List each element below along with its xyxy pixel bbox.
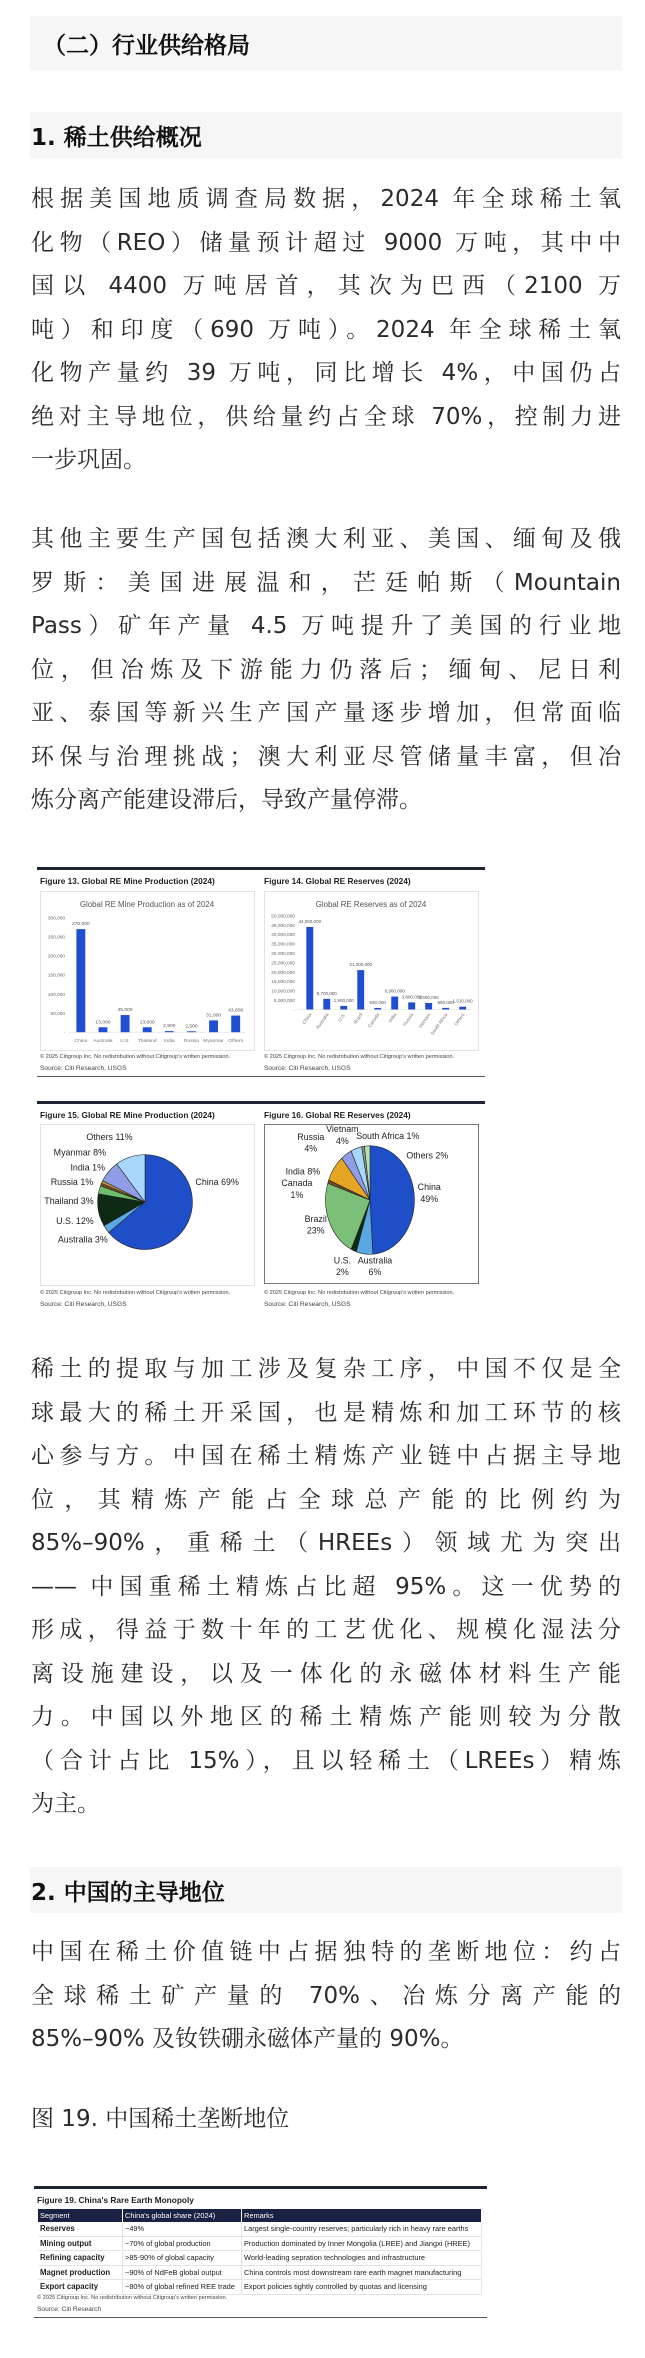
y-tick-label: 200,000 <box>47 954 66 960</box>
slice-label-name: Russia <box>50 1177 78 1188</box>
slice-label <box>70 1162 105 1172</box>
y-tick-label: 100,000 <box>47 992 66 998</box>
bar-chart-mine-production <box>40 891 255 1051</box>
y-tick-label: 15,000,000 <box>271 980 295 986</box>
slice-label <box>305 1214 327 1236</box>
bar-china <box>76 929 85 1032</box>
paragraph-line: 其他主要生产国包括澳大利亚、美国、缅甸及俄 <box>31 526 621 552</box>
bar-myanmar <box>209 1020 218 1032</box>
copyright-note: © 2025 Citigroup Inc. No redistribution without Citigroup's written permission. <box>37 2295 228 2301</box>
y-tick-label: 45,000,000 <box>271 923 295 929</box>
copyright-note: © 2025 Citigroup Inc. No redistribution without Citigroup's written permission. <box>264 1054 455 1060</box>
slice-label-name: India <box>70 1162 90 1173</box>
x-tick-label: Myanmar <box>203 1039 224 1045</box>
x-tick-label: China <box>74 1039 88 1045</box>
data-label: 43,600 <box>228 1008 244 1014</box>
chart-title: Global RE Mine Production as of 2024 <box>79 899 215 909</box>
y-tick-label: 25,000,000 <box>271 961 295 967</box>
slice-label-value: 11% <box>115 1131 133 1142</box>
data-label: 860,000 <box>437 999 454 1005</box>
figure-bottom-rule <box>37 1076 485 1077</box>
segment-cell: Mining output <box>38 2236 123 2251</box>
paragraph-line: 炼分离产能建设滞后，导致产量停滞。 <box>31 787 422 813</box>
data-label: 45,000 <box>117 1008 133 1014</box>
bar-southafrica <box>442 1008 449 1010</box>
share-cell: >85-90% of global capacity <box>123 2251 242 2266</box>
slice-label-value: 23% <box>306 1225 325 1236</box>
paragraph-line: 化物产量约 39 万吨，同比增长 4%，中国仍占 <box>31 360 621 386</box>
bar-india <box>165 1031 174 1032</box>
source-note: Source: Citi Research, USGS <box>40 1065 127 1072</box>
slice-label-name: Australia <box>357 1255 393 1266</box>
slice-label-value: 69% <box>221 1177 239 1188</box>
paragraph-line: 力。中国以外地区的稀土精炼产能则较为分散 <box>31 1704 621 1730</box>
slice-label-value: 8% <box>93 1147 106 1158</box>
share-cell: ~80% of global refined REE trade <box>123 2280 242 2295</box>
y-tick-label: 5,000,000 <box>273 998 295 1004</box>
chart-title: Global RE Reserves as of 2024 <box>315 899 427 909</box>
figure-19-title: Figure 19. China's Rare Earth Monopoly <box>37 2195 194 2205</box>
monopoly-table <box>38 2209 482 2295</box>
slice-label-value: 2% <box>335 1267 349 1278</box>
figure-bottom-rule <box>34 2317 487 2318</box>
x-tick-label: Australia <box>315 1012 331 1031</box>
source-note: Source: Citi Research <box>37 2306 102 2313</box>
slice-label-value: 6% <box>368 1267 382 1278</box>
data-label: 270,000 <box>71 922 90 928</box>
x-tick-label: India <box>388 1012 399 1025</box>
section-heading <box>30 16 622 70</box>
table-header-row <box>38 2209 482 2222</box>
paragraph-line: 环保与治理挑战；澳大利亚尽管储量丰富，但冶 <box>31 743 621 770</box>
data-label: 6,900,000 <box>384 988 405 994</box>
slice-label-name: South Africa <box>356 1130 405 1141</box>
slice-label-name: China <box>417 1182 441 1193</box>
slice-label <box>406 1151 448 1161</box>
slice-label-value: 1% <box>80 1177 94 1188</box>
slice-label-value: 12% <box>75 1215 94 1226</box>
x-tick-label: Australia <box>93 1039 113 1045</box>
paragraph-line: 化物（REO）储量预计超过 9000 万吨，其中中 <box>31 229 621 256</box>
paragraph-line: 全球稀土矿产量的 70%、冶炼分离产能的 <box>31 1982 621 2009</box>
paragraph-line: （合计占比 15%），且以轻稀土（LREEs）精炼 <box>31 1747 621 1774</box>
column-header: Segment <box>38 2209 123 2222</box>
y-tick-label: 50,000,000 <box>271 914 295 920</box>
pie-chart-mine-production <box>40 1124 255 1286</box>
bar-india <box>391 997 398 1010</box>
x-tick-label: Russia <box>402 1012 416 1028</box>
data-label: 2,500 <box>185 1024 198 1030</box>
figure-19-caption: 图 19. 中国稀土垄断地位 <box>31 2106 290 2132</box>
paragraph-line: 位，但冶炼及下游能力仍落后；缅甸、尼日利 <box>31 656 621 683</box>
bar-thailand <box>143 1027 152 1032</box>
segment-cell: Magnet production <box>38 2265 123 2280</box>
y-tick-label: 35,000,000 <box>271 942 295 948</box>
slice-label <box>86 1132 132 1142</box>
data-label: 5,700,000 <box>316 990 337 996</box>
slice-label-value: 49% <box>420 1194 439 1205</box>
slice-label <box>418 1182 441 1204</box>
slice-label <box>195 1177 239 1187</box>
figure-top-rule <box>34 2186 487 2189</box>
bar-others <box>231 1016 240 1033</box>
bar-others <box>459 1007 466 1010</box>
y-tick-label: 30,000,000 <box>271 952 295 958</box>
paragraph-line: 绝对主导地位，供给量约占全球 70%，控制力进 <box>31 403 621 430</box>
slice-label <box>54 1148 106 1158</box>
segment-cell: Reserves <box>38 2222 123 2236</box>
table-row <box>38 2236 482 2251</box>
slice-label-value: 3% <box>80 1196 94 1207</box>
paragraph-line: 为主。 <box>31 1791 100 1817</box>
figure-13-title: Figure 13. Global RE Mine Production (2024) <box>40 876 215 886</box>
column-header: Remarks <box>242 2209 482 2222</box>
bar-australia <box>99 1027 108 1032</box>
slice-label <box>58 1235 108 1245</box>
data-label: 21,000,000 <box>349 962 373 968</box>
bar-vietnam <box>425 1003 432 1010</box>
share-cell: ~70% of global production <box>123 2236 242 2251</box>
y-tick-label: 20,000,000 <box>271 970 295 976</box>
slice-label-name: Others <box>86 1131 114 1142</box>
paragraph-line: 位，其精炼产能占全球总产能的比例约为 <box>31 1486 621 1513</box>
y-tick-label: - <box>63 1031 66 1037</box>
slice-label <box>356 1131 419 1141</box>
x-tick-label: Others <box>454 1012 467 1028</box>
source-note: Source: Citi Research, USGS <box>264 1301 351 1308</box>
slice-label-name: Myanmar <box>53 1147 91 1158</box>
paragraph-line: 稀土的提取与加工涉及复杂工序，中国不仅是全 <box>31 1356 621 1382</box>
remarks-cell: World-leading sepration technologies and infrastructure <box>242 2251 482 2266</box>
data-label: 3,800,000 <box>401 994 422 1000</box>
table-row <box>38 2265 482 2280</box>
source-note: Source: Citi Research, USGS <box>40 1301 127 1308</box>
slice-label-name: China <box>195 1177 219 1188</box>
slice-label <box>51 1177 94 1187</box>
slice-label-value: 1% <box>92 1162 106 1173</box>
figure-top-rule <box>37 867 485 870</box>
bar-us <box>121 1015 130 1032</box>
bar-russia <box>187 1031 196 1032</box>
slice-label <box>286 1166 321 1176</box>
data-label: 3,500,000 <box>418 994 439 1000</box>
data-label: 44,000,000 <box>298 919 322 925</box>
slice-label <box>334 1255 351 1277</box>
bar-chart-reserves <box>264 891 479 1051</box>
pie-chart-reserves <box>264 1124 479 1284</box>
x-tick-label: U.S. <box>120 1039 130 1045</box>
x-tick-label: U.S. <box>337 1012 348 1024</box>
segment-cell: Refining capacity <box>38 2251 123 2266</box>
y-tick-label: 250,000 <box>47 935 66 941</box>
x-tick-label: China <box>302 1012 314 1026</box>
subheading-china-dominance <box>30 1867 622 1913</box>
slice-label-value: 4% <box>335 1135 349 1146</box>
figure-15-title: Figure 15. Global RE Mine Production (2024) <box>40 1110 215 1120</box>
paragraph-line: Pass）矿年产量 4.5 万吨提升了美国的行业地 <box>31 613 621 639</box>
slice-label-value: 4% <box>304 1143 318 1154</box>
pie-slice-china <box>370 1146 414 1255</box>
data-label: 31,000 <box>206 1013 222 1019</box>
remarks-cell: Export policies tightly controlled by quotas and licensing <box>242 2280 482 2295</box>
slice-label-name: Brazil <box>304 1213 327 1224</box>
bar-us <box>340 1006 347 1010</box>
paragraph-line: 中国在稀土价值链中占据独特的垄断地位：约占 <box>31 1939 621 1965</box>
slice-label <box>326 1124 358 1146</box>
copyright-note: © 2025 Citigroup Inc. No redistribution without Citigroup's written permission. <box>40 1290 231 1296</box>
y-tick-label: 300,000 <box>47 916 66 922</box>
figure-top-rule <box>37 1101 485 1104</box>
paragraph-line: 亚、泰国等新兴生产国产量逐步增加，但常面临 <box>31 700 621 726</box>
x-tick-label: Russia <box>183 1039 199 1045</box>
slice-label-name: U.S. <box>56 1215 74 1226</box>
data-label: 13,000 <box>139 1020 155 1026</box>
paragraph-line: 罗斯：美国进展温和，芒廷帕斯（Mountain <box>31 569 621 596</box>
source-note: Source: Citi Research, USGS <box>264 1065 351 1072</box>
data-label: 13,000 <box>95 1020 111 1026</box>
data-label: 1,510,000 <box>452 998 473 1004</box>
data-label: 1,900,000 <box>333 997 354 1003</box>
y-tick-label: 10,000,000 <box>271 989 295 995</box>
x-tick-label: South Africa <box>430 1012 450 1037</box>
slice-label-value: 8% <box>307 1166 321 1177</box>
paragraph-line: 球最大的稀土开采国，也是精炼和加工环节的核 <box>31 1399 621 1426</box>
subheading-text: 1. 稀土供给概况 <box>31 124 202 151</box>
share-cell: ~49% <box>123 2222 242 2236</box>
bar-canada <box>374 1008 381 1010</box>
slice-label-name: U.S. <box>333 1255 352 1266</box>
remarks-cell: Production dominated by Inner Mongolia (LREE) and Jiangxi (HREE) <box>242 2236 482 2251</box>
slice-label <box>297 1132 324 1154</box>
y-tick-label: 40,000,000 <box>271 933 295 939</box>
slice-label-name: Vietnam <box>326 1124 359 1134</box>
share-cell: ~90% of NdFeB global output <box>123 2265 242 2280</box>
copyright-note: © 2025 Citigroup Inc. No redistribution without Citigroup's written permission. <box>40 1054 231 1060</box>
slice-label-value: 3% <box>94 1234 108 1245</box>
table-row <box>38 2222 482 2236</box>
bar-brazil <box>357 970 364 1009</box>
figure-16-title: Figure 16. Global RE Reserves (2024) <box>264 1110 411 1120</box>
paragraph-monopoly <box>31 1931 621 2062</box>
figure-14-title: Figure 14. Global RE Reserves (2024) <box>264 876 411 886</box>
y-tick-label: - <box>293 1008 295 1014</box>
slice-label-value: 2% <box>435 1150 449 1161</box>
slice-label-name: Russia <box>297 1131 325 1142</box>
bar-china <box>306 927 313 1010</box>
remarks-cell: Largest single-country reserves; particularly rich in heavy rare earths <box>242 2222 482 2236</box>
slice-label <box>358 1255 393 1277</box>
slice-label-name: Others <box>406 1150 433 1161</box>
y-tick-label: 150,000 <box>47 973 66 979</box>
segment-cell: Export capacity <box>38 2280 123 2295</box>
paragraph-line: 离设施建设，以及一体化的永磁体材料生产能 <box>31 1660 621 1687</box>
x-tick-label: Canada <box>367 1012 382 1030</box>
slice-label-name: Thailand <box>44 1196 79 1207</box>
subheading-supply-overview <box>30 112 622 158</box>
x-tick-label: Thailand <box>137 1039 157 1045</box>
copyright-note: © 2025 Citigroup Inc. No redistribution without Citigroup's written permission. <box>264 1290 455 1296</box>
table-row <box>38 2280 482 2295</box>
bar-australia <box>323 999 330 1010</box>
slice-label-name: Canada <box>281 1178 313 1189</box>
paragraph-line: 根据美国地质调查局数据，2024 年全球稀土氧 <box>31 186 621 212</box>
slice-label <box>281 1178 312 1200</box>
x-tick-label: Vietnam <box>418 1012 433 1030</box>
x-tick-label: Brazil <box>353 1012 365 1026</box>
x-tick-label: Others <box>228 1039 244 1045</box>
slice-label <box>44 1196 93 1206</box>
section-heading-text: （二）行业供给格局 <box>43 32 250 59</box>
paragraph-line: 一步巩固。 <box>31 447 146 473</box>
slice-label-value: 1% <box>406 1130 420 1141</box>
remarks-cell: China controls most downstream rare earth magnet manufacturing <box>242 2265 482 2280</box>
table-row <box>38 2251 482 2266</box>
y-tick-label: 50,000 <box>50 1011 66 1017</box>
slice-label <box>56 1216 94 1226</box>
x-tick-label: India <box>163 1039 175 1045</box>
paragraph-supply-overview <box>31 178 621 483</box>
slice-label-name: Australia <box>57 1234 93 1245</box>
paragraph-line: 形成，得益于数十年的工艺优化、规模化湿法分 <box>31 1617 621 1643</box>
paragraph-line: 吨）和印度（690 万吨）。2024 年全球稀土氧 <box>31 316 621 343</box>
paragraph-other-producers <box>31 518 621 823</box>
bar-russia <box>408 1002 415 1009</box>
slice-label-value: 1% <box>290 1190 304 1201</box>
paragraph-line: 国以 4400 万吨居首，其次为巴西（2100 万 <box>31 273 621 299</box>
paragraph-line: —— 中国重稀土精炼占比超 95%。这一优势的 <box>31 1573 621 1600</box>
paragraph-line: 85%–90% 及钕铁硼永磁体产量的 90%。 <box>31 2026 464 2052</box>
data-label: 2,900 <box>163 1024 176 1030</box>
subheading-text: 2. 中国的主导地位 <box>31 1879 225 1906</box>
paragraph-line: 85%–90%，重稀土（HREEs）领域尤为突出 <box>31 1530 621 1556</box>
paragraph-line: 心参与方。中国在稀土精炼产业链中占据主导地 <box>31 1443 621 1469</box>
data-label: 830,000 <box>369 1000 386 1006</box>
paragraph-refining <box>31 1348 621 1827</box>
column-header: China's global share (2024) <box>123 2209 242 2222</box>
slice-label-name: India <box>285 1166 305 1177</box>
